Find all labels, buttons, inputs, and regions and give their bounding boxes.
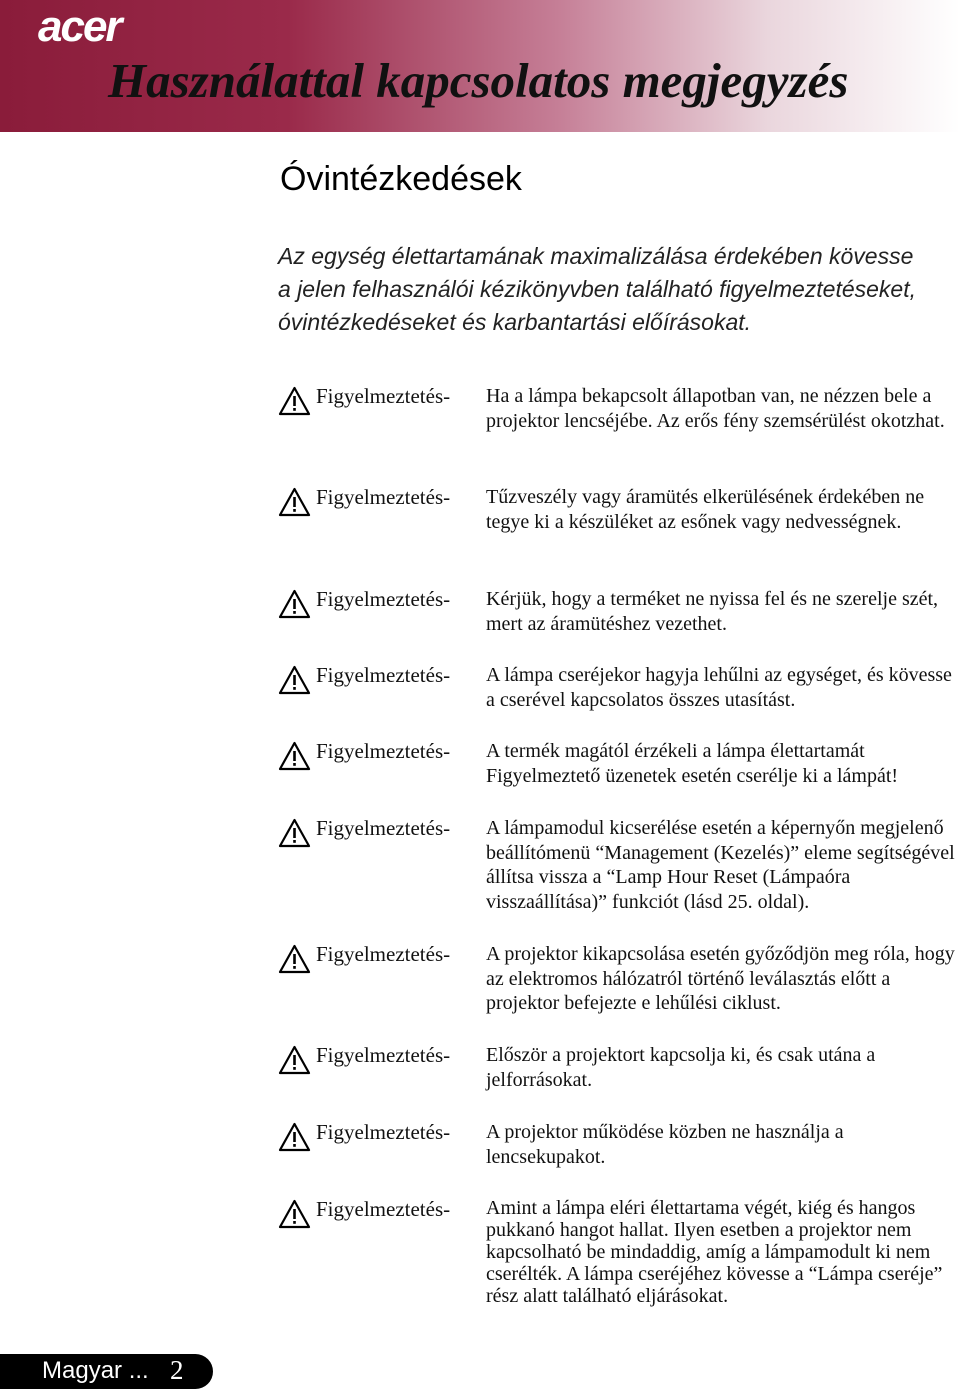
intro-paragraph: Az egység élettartamának maximalizálása érdekében kövesse a jelen felhasználói kézikönyvben található figyelmeztetéseket, óvintézkedéseket és karbantartási előírásokat. [278,243,916,335]
warning-text: A lámpa cseréjekor hagyja lehűlni az egységet, és kövesse a cserével kapcsolatos összes utasítást. [486,664,952,711]
warning-label: Figyelmeztetés- [316,739,451,763]
warning-label: Figyelmeztetés- [316,384,451,408]
warning-text: Kérjük, hogy a terméket ne nyissa fel és ne szerelje szét, mert az áramütéshez vezethet. [486,588,939,635]
warning-text: A projektor működése közben ne használja a lencsekupakot. [486,1121,844,1168]
acer-logo: acer [38,2,121,51]
section-title: Óvintézkedések [280,160,522,198]
page-title: Használattal kapcsolatos megjegyzés [108,53,849,108]
warning-text: Tűzveszély vagy áramütés elkerülésének érdekében ne tegye ki a készüléket az esőnek vagy nedvességnek. [486,486,925,533]
page-footer-tab [0,1354,213,1389]
warning-label: Figyelmeztetés- [316,1197,451,1221]
footer-language: Magyar ... [42,1357,149,1384]
warning-label: Figyelmeztetés- [316,816,451,840]
warning-text: Ha a lámpa bekapcsolt állapotban van, ne nézzen bele a projektor lencséjébe. Az erős fény szemsérülést okotzhat. [486,385,945,432]
warning-label: Figyelmeztetés- [316,942,451,966]
warning-triangle-icon [278,818,311,848]
header-banner [0,0,960,132]
warning-label: Figyelmeztetés- [316,1043,451,1067]
warning-text: A lámpamodul kicserélése esetén a képernyőn megjelenő beállítómenü “Management (Kezelés)” eleme segítségével állítsa vissza a “Lamp Hour Reset (Lámpaóra visszaállítása)” funkciót (lásd 25. oldal). [486,817,955,913]
warning-label: Figyelmeztetés- [316,587,451,611]
warning-triangle-icon [278,589,311,619]
warning-label: Figyelmeztetés- [316,485,451,509]
warning-text: Először a projektort kapcsolja ki, és csak utána a jelforrásokat. [486,1044,876,1091]
warning-text: Amint a lámpa eléri élettartama végét, kiég és hangos pukkanó hangot hallat. Ilyen esetben a projektor nem kapcsolható be mindaddig, amíg a lámpamodult ki nem cserélték. A lámpa cseréjéhez kövesse a “Lámpa cseréje” rész alatt található eljárásokat. [486,1197,943,1307]
warning-triangle-icon [278,944,311,974]
warning-triangle-icon [278,1199,311,1229]
warning-text: A termék magától érzékeli a lámpa élettartamát Figyelmeztető üzenetek esetén cserélje ki a lámpát! [486,740,899,787]
warning-triangle-icon [278,741,311,771]
warning-triangle-icon [278,665,311,695]
warning-label: Figyelmeztetés- [316,663,451,687]
warning-triangle-icon [278,487,311,517]
warning-text: A projektor kikapcsolása esetén győződjön meg róla, hogy az elektromos hálózatról történő leválasztás előtt a projektor befejezte e lehűlési ciklust. [486,943,955,1014]
warning-label: Figyelmeztetés- [316,1120,451,1144]
warning-triangle-icon [278,386,311,416]
page-number: 2 [170,1355,184,1385]
warning-triangle-icon [278,1045,311,1075]
warning-triangle-icon [278,1122,311,1152]
